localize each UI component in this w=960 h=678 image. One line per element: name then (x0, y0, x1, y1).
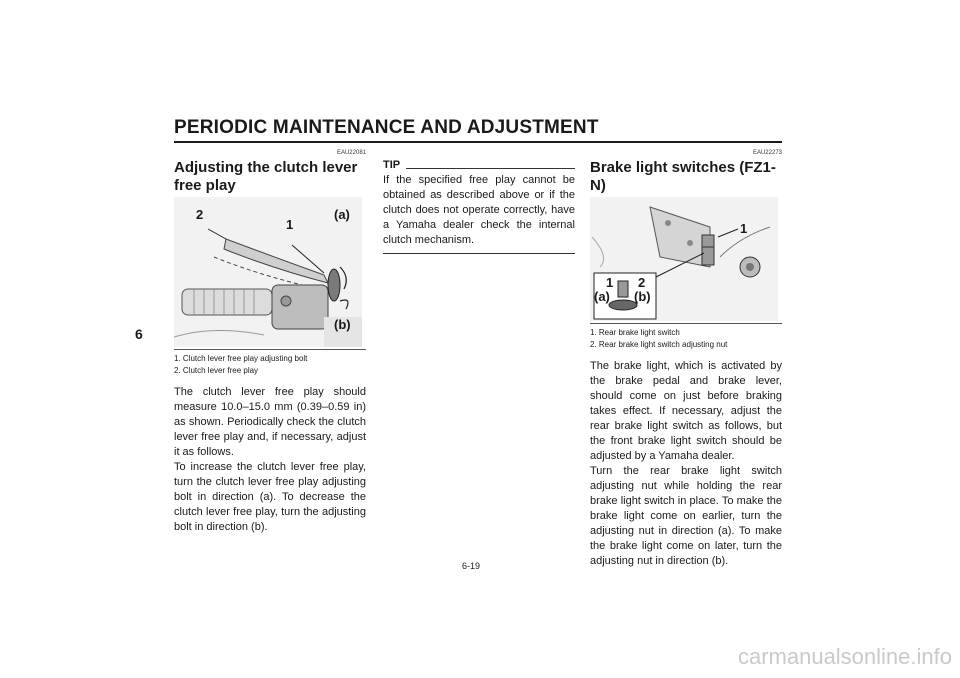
tip-label: TIP (383, 159, 401, 171)
caption-item: 2. Rear brake light switch adjusting nut (590, 340, 728, 349)
figure-caption (174, 353, 366, 377)
brake-section-title: Brake light switches (FZ1-N) (590, 159, 776, 194)
callout-1: 1 (606, 275, 614, 290)
clutch-section (174, 150, 366, 535)
callout-1-main: 1 (740, 221, 748, 236)
watermark-text: carmanualsonline.info (737, 644, 952, 669)
caption-item: 1. Clutch lever free play adjusting bolt (174, 354, 308, 363)
figure-rule (590, 323, 782, 324)
figure-caption (590, 327, 782, 351)
callout-a: (a) (334, 207, 350, 222)
caption-item: 1. Rear brake light switch (590, 328, 680, 337)
figure-rule (174, 349, 366, 350)
callout-1: 1 (286, 217, 294, 232)
brake-body (590, 359, 782, 569)
callout-2: 2 (638, 275, 646, 290)
brake-switch-figure (590, 197, 778, 321)
paragraph: The clutch lever free play should measure 10.0–15.0 mm (0.39–0.59 in) as shown. Periodically check the clutch lever free play and, if necessary, adjust it as follows. (174, 386, 366, 458)
tip-section (383, 150, 575, 254)
tip-header (383, 159, 575, 171)
callout-a: (a) (594, 289, 610, 304)
paragraph: The brake light, which is activated by the brake pedal and brake lever, should come on just before braking takes effect. If necessary, adjust the rear brake light switch as follows, but the front brake light switch should be adjusted by a Yamaha dealer. (590, 360, 782, 462)
clutch-lever-figure (174, 197, 362, 347)
section-code: EAU22273 (752, 150, 782, 156)
clutch-section-title: Adjusting the clutch lever free play (174, 159, 358, 194)
brake-switch-illustration (590, 197, 778, 321)
page-title: PERIODIC MAINTENANCE AND ADJUSTMENT (174, 117, 599, 138)
callout-b: (b) (634, 289, 651, 304)
callout-2: 2 (196, 207, 204, 222)
tip-rule (406, 168, 575, 169)
paragraph: Turn the rear brake light switch adjusting nut while holding the rear brake light switch in place. To make the brake light come on earlier, turn the adjusting nut in direction (a). To make the brake light come on later, turn the adjusting nut in direction (b). (590, 465, 782, 567)
section-code: EAU22081 (336, 150, 366, 156)
paragraph: To increase the clutch lever free play, turn the clutch lever free play adjusting bolt in direction (a). To decrease the clutch lever free play, turn the adjusting bolt in direction (b). (174, 461, 366, 533)
chapter-tab: 6 (135, 326, 143, 342)
header-rule (174, 141, 782, 143)
brake-section (590, 150, 782, 569)
tip-end-rule (383, 253, 575, 254)
callout-b: (b) (334, 317, 351, 332)
page-number: 6-19 (462, 561, 481, 571)
clutch-body (174, 385, 366, 535)
tip-text: If the specified free play cannot be obtained as described above or if the clutch does not operate correctly, have a Yamaha dealer check the internal clutch mechanism. (383, 174, 575, 246)
caption-item: 2. Clutch lever free play (174, 366, 259, 375)
